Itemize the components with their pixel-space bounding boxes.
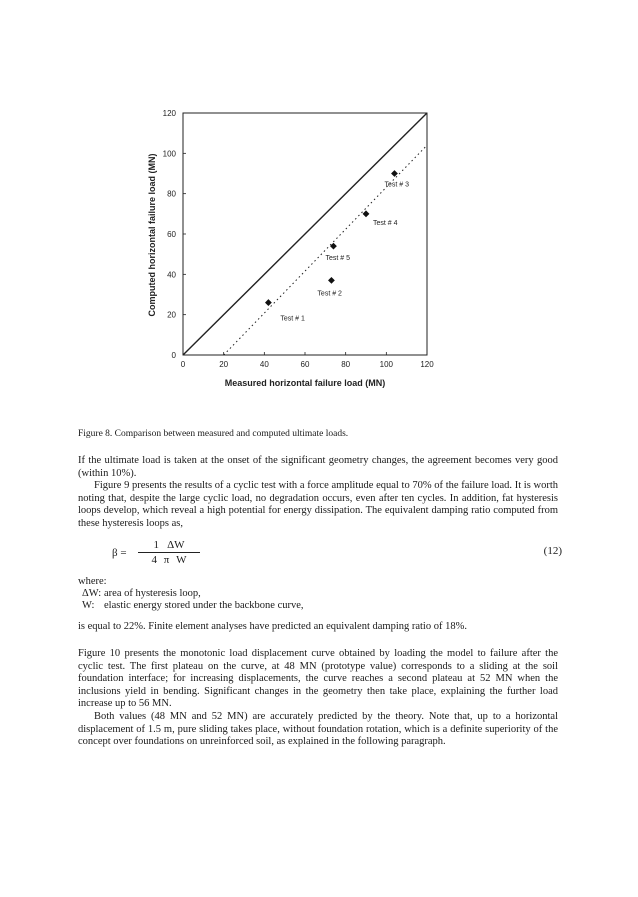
y-tick-label: 80 xyxy=(167,189,176,199)
data-point-marker xyxy=(328,277,335,284)
x-tick-label: 100 xyxy=(379,360,394,369)
figure-caption: Figure 8. Comparison between measured and computed ultimate loads. xyxy=(78,429,349,439)
where-symbol: ΔW: xyxy=(82,588,102,600)
paragraph-3: is equal to 22%. Finite element analyses have predicted an equivalent damping ratio of 18%. xyxy=(78,621,467,632)
paragraph-4: Figure 10 presents the monotonic load displacement curve obtained by loading the model to failure after the cyclic test. The first plateau on the curve, at 48 MN (prototype value) corresponds to a sliding at the soil foundation interface; for increasing displacements, the curve reaches a second plateau at 52 MN when the inclusions yield in bending. Significant changes in the geometry then take place, explaining the further load increase up to 56 MN. xyxy=(78,648,558,710)
x-tick-label: 80 xyxy=(341,360,351,369)
data-point-label: Test # 1 xyxy=(280,315,305,323)
paragraph-2: Figure 9 presents the results of a cyclic test with a force amplitude equal to 70% of the failure load. It is worth noting that, despite the large cyclic load, no degradation occurs, even after ten cycles. In addition, fat hysteresis loops develop, which reveal a high potential for energy dissipation. The equivalent damping ratio computed from these hysteresis loops as, xyxy=(78,480,558,529)
equation-denominator: 4 π W xyxy=(151,554,187,566)
data-point-label: Test # 4 xyxy=(373,219,398,227)
paragraph-1: If the ultimate load is taken at the onset of the significant geometry changes, the agreement becomes very good (within 10%). xyxy=(78,455,558,479)
data-point-label: Test # 5 xyxy=(325,255,350,263)
where-intro: where: xyxy=(78,576,107,587)
where-symbol: W: xyxy=(82,600,95,612)
y-tick-label: 100 xyxy=(162,149,176,159)
trend-line xyxy=(224,145,427,355)
y-tick-label: 0 xyxy=(171,351,176,360)
body-paragraphs-a xyxy=(78,455,558,531)
comparison-chart xyxy=(0,0,638,420)
x-tick-label: 120 xyxy=(420,360,434,369)
data-point-label: Test # 3 xyxy=(384,181,409,189)
equation-numerator: 1 ΔW xyxy=(138,539,200,553)
y-tick-label: 120 xyxy=(162,109,176,118)
data-point-marker xyxy=(363,210,370,217)
data-point-marker xyxy=(391,170,398,177)
body-paragraphs-b xyxy=(78,648,558,749)
equality-line xyxy=(183,113,427,355)
y-axis-title: Computed horizontal failure load (MN) xyxy=(147,153,157,317)
paragraph-5: Both values (48 MN and 52 MN) are accurately predicted by the theory. Note that, up to a horizontal displacement of 1.5 m, pure sliding takes place, without foundation rotation, which is a definite superiority of the concept over foundations on unreinforced soil, as explained in the following paragraph. xyxy=(78,710,558,748)
y-tick-label: 40 xyxy=(167,270,176,280)
where-item xyxy=(78,600,304,612)
x-tick-label: 40 xyxy=(259,360,269,369)
equation-lhs: β = xyxy=(112,547,127,559)
x-tick-label: 0 xyxy=(180,360,186,369)
data-point-marker xyxy=(265,299,272,306)
where-description: elastic energy stored under the backbone curve, xyxy=(104,600,304,612)
x-axis-title: Measured horizontal failure load (MN) xyxy=(224,378,386,388)
damping-equation xyxy=(112,539,562,569)
body-paragraph-3-block xyxy=(78,621,558,634)
where-item xyxy=(78,588,304,600)
where-block xyxy=(78,576,304,613)
data-point-marker xyxy=(330,243,337,250)
x-tick-label: 60 xyxy=(300,360,310,369)
y-tick-label: 20 xyxy=(167,310,176,320)
where-description: area of hysteresis loop, xyxy=(104,588,201,600)
equation-number: (12) xyxy=(543,545,562,557)
data-point-label: Test # 2 xyxy=(317,290,342,298)
x-tick-label: 20 xyxy=(219,360,229,369)
y-tick-label: 60 xyxy=(167,230,176,239)
equation-fraction xyxy=(138,539,200,566)
